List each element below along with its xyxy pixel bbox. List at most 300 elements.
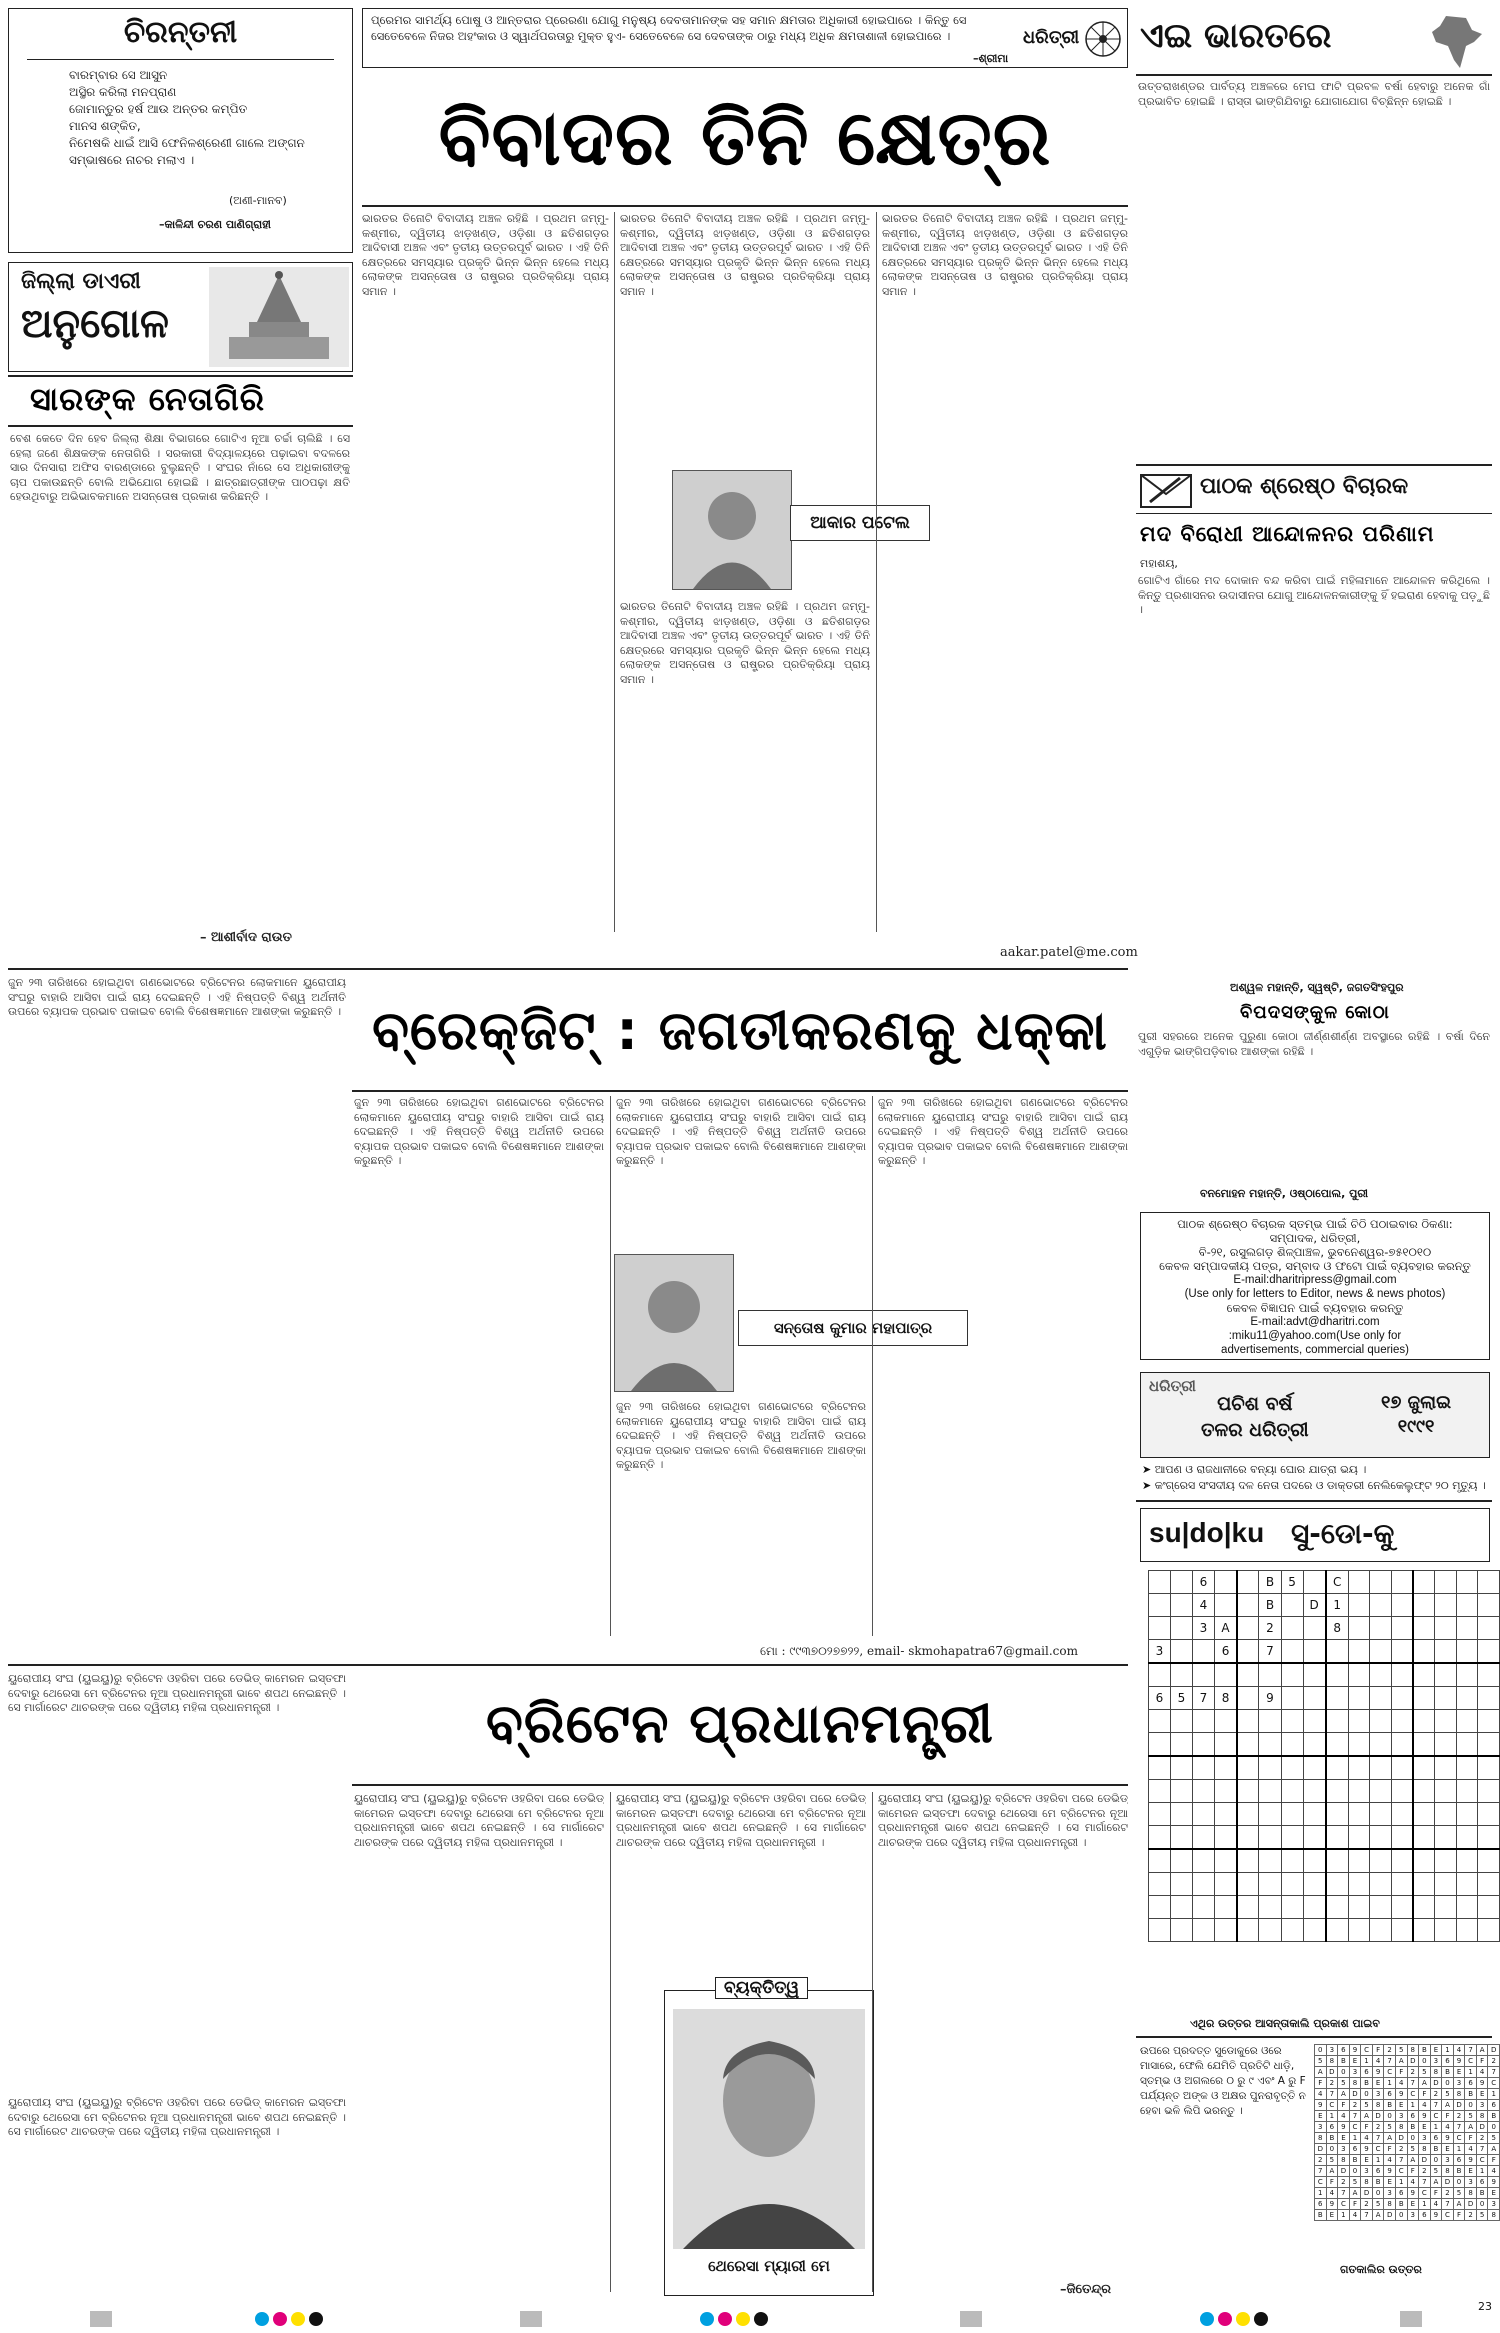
sudoku-cell[interactable]: B bbox=[1259, 1571, 1281, 1594]
sudoku-cell[interactable] bbox=[1259, 1849, 1281, 1873]
sudoku-cell[interactable] bbox=[1149, 1780, 1171, 1803]
sudoku-cell[interactable] bbox=[1281, 1733, 1303, 1757]
sudoku-cell[interactable] bbox=[1456, 1896, 1477, 1919]
sudoku-cell[interactable] bbox=[1348, 1780, 1369, 1803]
sudoku-cell[interactable] bbox=[1237, 1896, 1259, 1919]
solution-cell: 7 bbox=[1315, 2166, 1327, 2177]
solution-cell: A bbox=[1430, 2177, 1442, 2188]
sudoku-cell[interactable] bbox=[1281, 1919, 1303, 1942]
sudoku-cell[interactable] bbox=[1326, 1780, 1349, 1803]
sudoku-cell[interactable] bbox=[1370, 1756, 1391, 1780]
sudoku-cell[interactable] bbox=[1326, 1873, 1349, 1896]
sudoku-cell[interactable] bbox=[1303, 1571, 1326, 1594]
sudoku-cell[interactable] bbox=[1326, 1919, 1349, 1942]
sudoku-cell[interactable] bbox=[1435, 1803, 1456, 1826]
solution-cell: 5 bbox=[1384, 2122, 1396, 2133]
sudoku-cell[interactable] bbox=[1215, 1803, 1238, 1826]
sudoku-cell[interactable] bbox=[1171, 1663, 1193, 1687]
sudoku-cell[interactable] bbox=[1149, 1617, 1171, 1640]
sudoku-cell[interactable] bbox=[1326, 1710, 1349, 1733]
sudoku-cell[interactable]: C bbox=[1326, 1571, 1349, 1594]
solution-cell: 5 bbox=[1395, 2045, 1407, 2056]
sudoku-cell[interactable] bbox=[1193, 1733, 1215, 1757]
sudoku-cell[interactable] bbox=[1237, 1710, 1259, 1733]
sudoku-cell[interactable] bbox=[1478, 1803, 1500, 1826]
sudoku-cell[interactable] bbox=[1303, 1663, 1326, 1687]
solution-cell: 9 bbox=[1476, 2078, 1488, 2089]
sudoku-cell[interactable] bbox=[1237, 1849, 1259, 1873]
sudoku-cell[interactable] bbox=[1435, 1826, 1456, 1850]
sudoku-cell[interactable] bbox=[1370, 1733, 1391, 1757]
sudoku-cell[interactable] bbox=[1237, 1919, 1259, 1942]
sudoku-cell[interactable]: 3 bbox=[1149, 1640, 1171, 1664]
sudoku-cell[interactable] bbox=[1413, 1617, 1435, 1640]
sudoku-cell[interactable] bbox=[1171, 1780, 1193, 1803]
sudoku-cell[interactable] bbox=[1259, 1826, 1281, 1850]
sudoku-cell[interactable] bbox=[1435, 1640, 1456, 1664]
solution-row bbox=[1315, 2144, 1500, 2155]
sudoku-cell[interactable] bbox=[1456, 1571, 1477, 1594]
sudoku-cell[interactable]: 7 bbox=[1259, 1640, 1281, 1664]
solution-cell: E bbox=[1349, 2056, 1361, 2067]
sudoku-cell[interactable] bbox=[1259, 1780, 1281, 1803]
sudoku-cell[interactable] bbox=[1237, 1756, 1259, 1780]
solution-cell: 9 bbox=[1372, 2067, 1384, 2078]
sudoku-cell[interactable] bbox=[1413, 1849, 1435, 1873]
sudoku-cell[interactable] bbox=[1456, 1733, 1477, 1757]
solution-cell: 6 bbox=[1326, 2122, 1338, 2133]
sudoku-cell[interactable] bbox=[1237, 1826, 1259, 1850]
sudoku-cell[interactable] bbox=[1281, 1873, 1303, 1896]
sudoku-cell[interactable] bbox=[1149, 1571, 1171, 1594]
sudoku-cell[interactable] bbox=[1370, 1873, 1391, 1896]
sudoku-cell[interactable] bbox=[1171, 1919, 1193, 1942]
solution-cell: 9 bbox=[1315, 2100, 1327, 2111]
sudoku-cell[interactable] bbox=[1348, 1756, 1369, 1780]
solution-cell: 3 bbox=[1326, 2045, 1338, 2056]
sudoku-cell[interactable] bbox=[1478, 1663, 1500, 1687]
sudoku-cell[interactable]: A bbox=[1215, 1617, 1238, 1640]
sudoku-cell[interactable] bbox=[1391, 1896, 1413, 1919]
sudoku-cell[interactable] bbox=[1370, 1849, 1391, 1873]
sudoku-cell[interactable] bbox=[1171, 1571, 1193, 1594]
sudoku-cell[interactable]: 6 bbox=[1149, 1687, 1171, 1710]
sudoku-cell[interactable] bbox=[1215, 1594, 1238, 1617]
color-registration-dot bbox=[700, 2312, 714, 2326]
sudoku-cell[interactable] bbox=[1435, 1780, 1456, 1803]
sudoku-cell[interactable] bbox=[1149, 1594, 1171, 1617]
sudoku-cell[interactable] bbox=[1149, 1873, 1171, 1896]
sudoku-cell[interactable] bbox=[1413, 1826, 1435, 1850]
sudoku-cell[interactable] bbox=[1370, 1663, 1391, 1687]
sudoku-cell[interactable] bbox=[1391, 1594, 1413, 1617]
sudoku-cell[interactable] bbox=[1370, 1780, 1391, 1803]
pm-col-4: ୟୁରୋପୀୟ ସଂଘ (ୟୁଇୟୁ)ରୁ ବ୍ରିଟେନ ଓହରିବା ପରେ ଡେଭିଡ୍ କାମେରନ ଇସ୍ତଫା ଦେବାରୁ ଥେରେସା ମେ ବ୍ରିଟେନର ନୂଆ ପ୍ରଧାନମନ୍ତ୍ରୀ ଭାବେ ଶପଥ ନେଇଛନ୍ତି । ସେ ମାର୍ଗାରେଟ ଥାଚରଙ୍କ ପରେ ଦ୍ୱିତୀୟ ମହିଳା ପ୍ରଧାନମନ୍ତ୍ରୀ । bbox=[878, 1792, 1128, 1849]
sudoku-cell[interactable] bbox=[1215, 1896, 1238, 1919]
advt-email-2[interactable]: :miku11@yahoo.com(Use only for bbox=[1228, 1330, 1402, 1342]
sudoku-cell[interactable]: 8 bbox=[1326, 1617, 1349, 1640]
sudoku-cell[interactable] bbox=[1413, 1803, 1435, 1826]
sudoku-cell[interactable] bbox=[1193, 1873, 1215, 1896]
solution-cell: 3 bbox=[1395, 2111, 1407, 2122]
sudoku-cell[interactable] bbox=[1149, 1710, 1171, 1733]
sudoku-cell[interactable] bbox=[1435, 1733, 1456, 1757]
sudoku-cell[interactable] bbox=[1281, 1756, 1303, 1780]
sudoku-cell[interactable] bbox=[1171, 1710, 1193, 1733]
sudoku-cell[interactable] bbox=[1478, 1896, 1500, 1919]
sudoku-cell[interactable] bbox=[1281, 1687, 1303, 1710]
sudoku-cell[interactable] bbox=[1370, 1826, 1391, 1850]
masthead-quote-author: –ଶ୍ରୀମା bbox=[973, 52, 1009, 65]
sudoku-cell[interactable] bbox=[1303, 1733, 1326, 1757]
main-col-divider-1 bbox=[614, 212, 615, 932]
sudoku-cell[interactable]: 7 bbox=[1193, 1687, 1215, 1710]
solution-cell: B bbox=[1395, 2199, 1407, 2210]
sudoku-cell[interactable] bbox=[1215, 1733, 1238, 1757]
sudoku-cell[interactable] bbox=[1149, 1756, 1171, 1780]
solution-cell: A bbox=[1453, 2199, 1465, 2210]
sudoku-cell[interactable] bbox=[1456, 1617, 1477, 1640]
sudoku-cell[interactable] bbox=[1149, 1733, 1171, 1757]
sudoku-cell[interactable] bbox=[1303, 1873, 1326, 1896]
sudoku-cell[interactable] bbox=[1413, 1687, 1435, 1710]
sudoku-cell[interactable] bbox=[1259, 1756, 1281, 1780]
sudoku-cell[interactable] bbox=[1193, 1826, 1215, 1850]
sudoku-cell[interactable] bbox=[1348, 1873, 1369, 1896]
sudoku-cell[interactable] bbox=[1303, 1780, 1326, 1803]
sudoku-cell[interactable] bbox=[1215, 1756, 1238, 1780]
sudoku-cell[interactable] bbox=[1326, 1756, 1349, 1780]
sudoku-cell[interactable] bbox=[1171, 1594, 1193, 1617]
sudoku-cell[interactable] bbox=[1391, 1873, 1413, 1896]
sudoku-cell[interactable]: 3 bbox=[1193, 1617, 1215, 1640]
sudoku-cell[interactable] bbox=[1215, 1873, 1238, 1896]
sudoku-cell[interactable] bbox=[1391, 1571, 1413, 1594]
sudoku-cell[interactable] bbox=[1237, 1594, 1259, 1617]
sudoku-cell[interactable] bbox=[1171, 1756, 1193, 1780]
sudoku-cell[interactable] bbox=[1370, 1919, 1391, 1942]
sudoku-cell[interactable] bbox=[1435, 1873, 1456, 1896]
sudoku-cell[interactable] bbox=[1281, 1803, 1303, 1826]
sudoku-cell[interactable] bbox=[1193, 1896, 1215, 1919]
sudoku-cell[interactable] bbox=[1326, 1640, 1349, 1664]
sudoku-cell[interactable] bbox=[1193, 1919, 1215, 1942]
pm-caption: ଥେରେସା ମ୍ୟାରୀ ମେ bbox=[708, 2257, 830, 2275]
sudoku-cell[interactable] bbox=[1435, 1896, 1456, 1919]
sudoku-cell[interactable] bbox=[1478, 1826, 1500, 1850]
sudoku-cell[interactable] bbox=[1303, 1849, 1326, 1873]
sudoku-cell[interactable] bbox=[1348, 1896, 1369, 1919]
sudoku-cell[interactable] bbox=[1259, 1803, 1281, 1826]
sudoku-cell[interactable] bbox=[1171, 1617, 1193, 1640]
sudoku-cell[interactable] bbox=[1193, 1663, 1215, 1687]
solution-cell: 4 bbox=[1361, 2133, 1373, 2144]
sudoku-cell[interactable] bbox=[1478, 1594, 1500, 1617]
sudoku-cell[interactable] bbox=[1281, 1780, 1303, 1803]
sudoku-cell[interactable] bbox=[1281, 1826, 1303, 1850]
sudoku-cell[interactable] bbox=[1303, 1710, 1326, 1733]
sudoku-cell[interactable]: 8 bbox=[1215, 1687, 1238, 1710]
sudoku-cell[interactable] bbox=[1435, 1617, 1456, 1640]
envelope-icon bbox=[1140, 474, 1192, 508]
sudoku-cell[interactable] bbox=[1435, 1594, 1456, 1617]
sudoku-cell[interactable]: 2 bbox=[1259, 1617, 1281, 1640]
sudoku-cell[interactable] bbox=[1237, 1780, 1259, 1803]
sudoku-cell[interactable] bbox=[1413, 1710, 1435, 1733]
sudoku-cell[interactable] bbox=[1348, 1710, 1369, 1733]
sudoku-cell[interactable]: D bbox=[1303, 1594, 1326, 1617]
sudoku-cell[interactable] bbox=[1478, 1873, 1500, 1896]
solution-cell: D bbox=[1395, 2133, 1407, 2144]
solution-cell: D bbox=[1338, 2166, 1350, 2177]
sudoku-cell[interactable] bbox=[1149, 1803, 1171, 1826]
sudoku-cell[interactable] bbox=[1215, 1663, 1238, 1687]
sudoku-cell[interactable] bbox=[1193, 1640, 1215, 1664]
sudoku-cell[interactable] bbox=[1348, 1849, 1369, 1873]
sudoku-cell[interactable] bbox=[1370, 1896, 1391, 1919]
sudoku-cell[interactable] bbox=[1237, 1663, 1259, 1687]
sudoku-cell[interactable] bbox=[1391, 1710, 1413, 1733]
sudoku-cell[interactable] bbox=[1303, 1896, 1326, 1919]
sudoku-cell[interactable] bbox=[1456, 1826, 1477, 1850]
sudoku-cell[interactable]: 4 bbox=[1193, 1594, 1215, 1617]
sudoku-cell[interactable] bbox=[1478, 1756, 1500, 1780]
sudoku-cell[interactable] bbox=[1413, 1663, 1435, 1687]
sudoku-cell[interactable] bbox=[1348, 1919, 1369, 1942]
sudoku-cell[interactable] bbox=[1281, 1896, 1303, 1919]
sudoku-cell[interactable] bbox=[1171, 1896, 1193, 1919]
solution-cell: E bbox=[1465, 2166, 1477, 2177]
sudoku-cell[interactable] bbox=[1456, 1756, 1477, 1780]
sudoku-cell[interactable]: 9 bbox=[1259, 1687, 1281, 1710]
solution-cell: 1 bbox=[1315, 2188, 1327, 2199]
sudoku-cell[interactable] bbox=[1456, 1803, 1477, 1826]
sudoku-cell[interactable] bbox=[1478, 1710, 1500, 1733]
sudoku-cell[interactable] bbox=[1303, 1826, 1326, 1850]
sudoku-cell[interactable] bbox=[1326, 1896, 1349, 1919]
sudoku-cell[interactable] bbox=[1171, 1733, 1193, 1757]
sudoku-cell[interactable] bbox=[1215, 1919, 1238, 1942]
sudoku-cell[interactable] bbox=[1259, 1896, 1281, 1919]
sudoku-cell[interactable] bbox=[1237, 1687, 1259, 1710]
sudoku-cell[interactable] bbox=[1478, 1687, 1500, 1710]
sudoku-cell[interactable]: 1 bbox=[1326, 1594, 1349, 1617]
sudoku-cell[interactable] bbox=[1478, 1733, 1500, 1757]
sudoku-cell[interactable]: 6 bbox=[1193, 1571, 1215, 1594]
sudoku-cell[interactable] bbox=[1281, 1617, 1303, 1640]
sudoku-cell[interactable] bbox=[1456, 1663, 1477, 1687]
sudoku-cell[interactable] bbox=[1171, 1849, 1193, 1873]
sudoku-cell[interactable] bbox=[1435, 1756, 1456, 1780]
sudoku-cell[interactable] bbox=[1149, 1849, 1171, 1873]
sudoku-cell[interactable] bbox=[1456, 1849, 1477, 1873]
solution-cell: 4 bbox=[1407, 2177, 1419, 2188]
sudoku-cell[interactable] bbox=[1281, 1663, 1303, 1687]
sudoku-cell[interactable] bbox=[1171, 1803, 1193, 1826]
sudoku-cell[interactable] bbox=[1391, 1756, 1413, 1780]
sudoku-cell[interactable] bbox=[1326, 1733, 1349, 1757]
sudoku-cell[interactable] bbox=[1149, 1919, 1171, 1942]
sudoku-cell[interactable] bbox=[1303, 1640, 1326, 1664]
solution-cell: A bbox=[1326, 2166, 1338, 2177]
sudoku-cell[interactable] bbox=[1281, 1710, 1303, 1733]
sudoku-cell[interactable] bbox=[1435, 1710, 1456, 1733]
sudoku-cell[interactable] bbox=[1149, 1896, 1171, 1919]
sudoku-cell[interactable] bbox=[1303, 1756, 1326, 1780]
sudoku-cell[interactable] bbox=[1237, 1803, 1259, 1826]
sudoku-cell[interactable] bbox=[1413, 1594, 1435, 1617]
sudoku-cell[interactable] bbox=[1348, 1733, 1369, 1757]
solution-cell: 0 bbox=[1407, 2133, 1419, 2144]
sudoku-cell[interactable] bbox=[1259, 1663, 1281, 1687]
sudoku-cell[interactable] bbox=[1478, 1571, 1500, 1594]
sudoku-cell[interactable] bbox=[1456, 1687, 1477, 1710]
sudoku-cell[interactable] bbox=[1456, 1780, 1477, 1803]
sudoku-cell[interactable] bbox=[1478, 1617, 1500, 1640]
sudoku-cell[interactable] bbox=[1348, 1687, 1369, 1710]
sudoku-cell[interactable] bbox=[1435, 1687, 1456, 1710]
sudoku-cell[interactable] bbox=[1348, 1663, 1369, 1687]
sudoku-cell[interactable] bbox=[1391, 1919, 1413, 1942]
sudoku-cell[interactable] bbox=[1149, 1663, 1171, 1687]
sudoku-cell[interactable] bbox=[1326, 1687, 1349, 1710]
sudoku-cell[interactable]: B bbox=[1259, 1594, 1281, 1617]
advt-email[interactable]: E-mail:advt@dharitri.com bbox=[1250, 1316, 1380, 1328]
sudoku-cell[interactable] bbox=[1326, 1849, 1349, 1873]
sudoku-cell[interactable] bbox=[1348, 1803, 1369, 1826]
sudoku-cell[interactable] bbox=[1281, 1594, 1303, 1617]
sudoku-cell[interactable]: 5 bbox=[1281, 1571, 1303, 1594]
sudoku-cell[interactable] bbox=[1348, 1640, 1369, 1664]
sudoku-cell[interactable] bbox=[1391, 1780, 1413, 1803]
sudoku-cell[interactable] bbox=[1435, 1663, 1456, 1687]
sudoku-cell[interactable] bbox=[1413, 1733, 1435, 1757]
sudoku-cell[interactable] bbox=[1391, 1617, 1413, 1640]
solution-cell: F bbox=[1361, 2122, 1373, 2133]
sudoku-cell[interactable] bbox=[1391, 1733, 1413, 1757]
sudoku-cell[interactable] bbox=[1435, 1571, 1456, 1594]
sudoku-cell[interactable] bbox=[1259, 1919, 1281, 1942]
sudoku-cell[interactable] bbox=[1193, 1710, 1215, 1733]
sudoku-cell[interactable] bbox=[1215, 1849, 1238, 1873]
sudoku-cell[interactable] bbox=[1456, 1594, 1477, 1617]
sudoku-cell[interactable] bbox=[1413, 1873, 1435, 1896]
sudoku-cell[interactable] bbox=[1326, 1803, 1349, 1826]
solution-cell: 4 bbox=[1384, 2155, 1396, 2166]
sudoku-cell[interactable] bbox=[1456, 1873, 1477, 1896]
sudoku-cell[interactable] bbox=[1413, 1919, 1435, 1942]
sudoku-cell[interactable] bbox=[1215, 1826, 1238, 1850]
sudoku-cell[interactable] bbox=[1193, 1780, 1215, 1803]
sudoku-cell[interactable] bbox=[1259, 1733, 1281, 1757]
sudoku-cell[interactable] bbox=[1391, 1849, 1413, 1873]
editor-email[interactable]: E-mail:dharitripress@gmail.com bbox=[1233, 1274, 1397, 1286]
sudoku-cell[interactable] bbox=[1478, 1919, 1500, 1942]
sudoku-cell[interactable] bbox=[1259, 1710, 1281, 1733]
solution-cell: D bbox=[1453, 2100, 1465, 2111]
solution-cell: 1 bbox=[1442, 2045, 1454, 2056]
sudoku-cell[interactable] bbox=[1303, 1617, 1326, 1640]
sudoku-cell[interactable] bbox=[1413, 1780, 1435, 1803]
sudoku-cell[interactable] bbox=[1237, 1617, 1259, 1640]
sudoku-cell[interactable] bbox=[1435, 1849, 1456, 1873]
sudoku-cell[interactable] bbox=[1281, 1849, 1303, 1873]
sudoku-cell[interactable] bbox=[1456, 1710, 1477, 1733]
sudoku-cell[interactable] bbox=[1237, 1873, 1259, 1896]
sudoku-cell[interactable] bbox=[1348, 1617, 1369, 1640]
sudoku-grid[interactable] bbox=[1148, 1570, 1500, 1942]
sudoku-cell[interactable] bbox=[1391, 1663, 1413, 1687]
solution-cell: 3 bbox=[1315, 2122, 1327, 2133]
sudoku-cell[interactable] bbox=[1456, 1640, 1477, 1664]
sudoku-cell[interactable] bbox=[1171, 1640, 1193, 1664]
sudoku-cell[interactable] bbox=[1370, 1617, 1391, 1640]
sudoku-cell[interactable] bbox=[1348, 1594, 1369, 1617]
sudoku-cell[interactable] bbox=[1215, 1710, 1238, 1733]
sudoku-cell[interactable] bbox=[1370, 1594, 1391, 1617]
sudoku-cell[interactable] bbox=[1193, 1849, 1215, 1873]
sudoku-cell[interactable] bbox=[1370, 1710, 1391, 1733]
sudoku-cell[interactable] bbox=[1413, 1896, 1435, 1919]
sudoku-cell[interactable] bbox=[1149, 1826, 1171, 1850]
sudoku-cell[interactable] bbox=[1215, 1571, 1238, 1594]
sudoku-cell[interactable] bbox=[1478, 1849, 1500, 1873]
sudoku-cell[interactable] bbox=[1303, 1687, 1326, 1710]
sudoku-cell[interactable] bbox=[1259, 1873, 1281, 1896]
sudoku-cell[interactable] bbox=[1237, 1571, 1259, 1594]
sudoku-cell[interactable] bbox=[1370, 1571, 1391, 1594]
sudoku-cell[interactable] bbox=[1413, 1571, 1435, 1594]
sudoku-cell[interactable] bbox=[1370, 1803, 1391, 1826]
sudoku-cell[interactable] bbox=[1413, 1756, 1435, 1780]
sudoku-cell[interactable] bbox=[1171, 1826, 1193, 1850]
sudoku-cell[interactable] bbox=[1456, 1919, 1477, 1942]
sudoku-cell[interactable] bbox=[1171, 1873, 1193, 1896]
sudoku-cell[interactable] bbox=[1193, 1803, 1215, 1826]
sudoku-cell[interactable]: 5 bbox=[1171, 1687, 1193, 1710]
solution-cell: 8 bbox=[1372, 2100, 1384, 2111]
sudoku-cell[interactable] bbox=[1215, 1780, 1238, 1803]
sudoku-cell[interactable] bbox=[1281, 1640, 1303, 1664]
solution-cell: 7 bbox=[1372, 2133, 1384, 2144]
sudoku-cell[interactable] bbox=[1303, 1919, 1326, 1942]
pm-col-1: ୟୁରୋପୀୟ ସଂଘ (ୟୁଇୟୁ)ରୁ ବ୍ରିଟେନ ଓହରିବା ପରେ ଡେଭିଡ୍ କାମେରନ ଇସ୍ତଫା ଦେବାରୁ ଥେରେସା ମେ ବ୍ରିଟେନର ନୂଆ ପ୍ରଧାନମନ୍ତ୍ରୀ ଭାବେ ଶପଥ ନେଇଛନ୍ତି । ସେ ମାର୍ଗାରେଟ ଥାଚରଙ୍କ ପରେ ଦ୍ୱିତୀୟ ମହିଳା ପ୍ରଧାନମନ୍ତ୍ରୀ । bbox=[8, 2096, 346, 2139]
solution-cell: 8 bbox=[1430, 2067, 1442, 2078]
sudoku-cell[interactable] bbox=[1193, 1756, 1215, 1780]
sudoku-cell[interactable] bbox=[1370, 1640, 1391, 1664]
solution-cell: 6 bbox=[1361, 2067, 1373, 2078]
solution-cell: C bbox=[1384, 2067, 1396, 2078]
sudoku-cell[interactable] bbox=[1348, 1826, 1369, 1850]
sudoku-cell[interactable] bbox=[1435, 1919, 1456, 1942]
sudoku-cell[interactable] bbox=[1326, 1663, 1349, 1687]
sudoku-cell[interactable] bbox=[1348, 1571, 1369, 1594]
sudoku-cell[interactable] bbox=[1237, 1640, 1259, 1664]
sudoku-cell[interactable] bbox=[1391, 1803, 1413, 1826]
sudoku-cell[interactable] bbox=[1391, 1826, 1413, 1850]
sudoku-cell[interactable] bbox=[1413, 1640, 1435, 1664]
sudoku-cell[interactable] bbox=[1303, 1803, 1326, 1826]
sudoku-cell[interactable] bbox=[1370, 1687, 1391, 1710]
sudoku-cell[interactable] bbox=[1478, 1780, 1500, 1803]
sudoku-cell[interactable]: 6 bbox=[1215, 1640, 1238, 1664]
sudoku-cell[interactable] bbox=[1391, 1640, 1413, 1664]
sudoku-cell[interactable] bbox=[1391, 1687, 1413, 1710]
solution-cell: D bbox=[1407, 2056, 1419, 2067]
sudoku-cell[interactable] bbox=[1237, 1733, 1259, 1757]
sudoku-cell[interactable] bbox=[1326, 1826, 1349, 1850]
sudoku-cell[interactable] bbox=[1478, 1640, 1500, 1664]
